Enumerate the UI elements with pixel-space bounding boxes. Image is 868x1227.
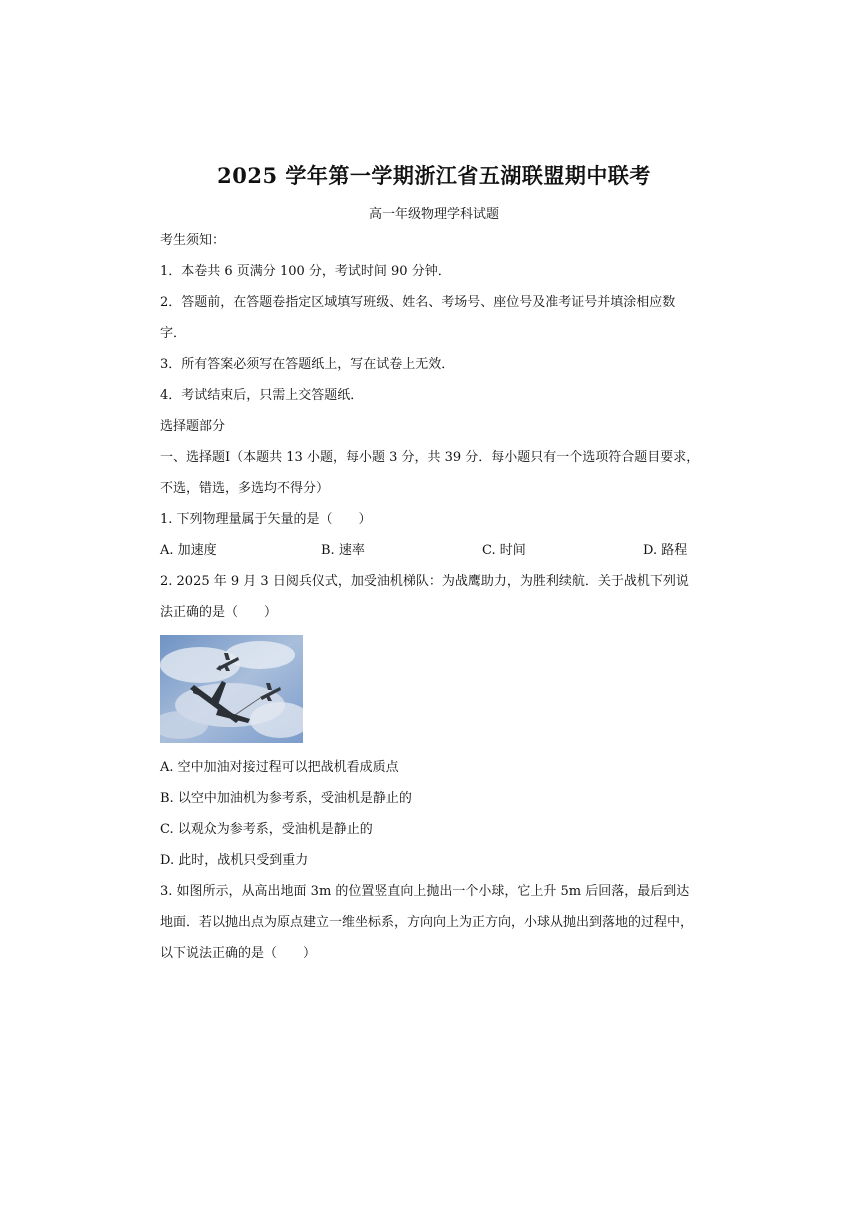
notice-item-1: 1．本卷共 6 页满分 100 分，考试时间 90 分钟． (160, 264, 451, 279)
question-3-stem: 3. 如图所示，从高出地面 3m 的位置竖直向上抛出一个小球，它上升 5m 后回落，最后到达 (160, 884, 690, 899)
notice-item-4: 4．考试结束后，只需上交答题纸． (160, 388, 364, 403)
question-1-option-b: B. 速率 (321, 543, 365, 558)
notice-item-3: 3．所有答案必须写在答题纸上，写在试卷上无效． (160, 357, 455, 372)
question-2-option-a: A. 空中加油对接过程可以把战机看成质点 (160, 760, 399, 775)
question-2-option-d: D. 此时，战机只受到重力 (160, 853, 309, 868)
question-2-stem: 2. 2025 年 9 月 3 日阅兵仪式，加受油机梯队：为战鹰助力，为胜利续航．关于战机下列说 (160, 574, 689, 589)
part-heading-cont: 不选，错选，多选均不得分） (160, 481, 330, 496)
question-1-stem: 1. 下列物理量属于矢量的是（ ） (160, 512, 372, 527)
section-label: 选择题部分 (160, 419, 226, 434)
notice-heading: 考生须知： (160, 233, 226, 248)
refueling-aircraft-photo (160, 635, 303, 743)
part-heading: 一、选择题Ⅰ（本题共 13 小题，每小题 3 分，共 39 分．每小题只有一个选项符合题目要求， (160, 450, 700, 465)
notice-item-2: 2．答题前，在答题卷指定区域填写班级、姓名、考场号、座位号及准考证号并填涂相应数 (160, 295, 676, 310)
question-1-option-c: C. 时间 (482, 543, 526, 558)
question-1-option-d: D. 路程 (643, 543, 688, 558)
question-1-option-a: A. 加速度 (160, 543, 217, 558)
question-2-stem-cont: 法正确的是（ ） (160, 605, 278, 620)
page-title: 2025 学年第一学期浙江省五湖联盟期中联考 (217, 163, 651, 188)
question-3-stem-cont-2: 以下说法正确的是（ ） (160, 946, 317, 961)
notice-item-2-cont: 字． (160, 326, 187, 341)
page-subtitle: 高一年级物理学科试题 (368, 207, 499, 222)
question-2-option-b: B. 以空中加油机为参考系，受油机是静止的 (160, 791, 412, 806)
question-3-stem-cont-1: 地面．若以抛出点为原点建立一维坐标系，方向向上为正方向，小球从抛出到落地的过程中， (160, 915, 694, 930)
question-2-option-c: C. 以观众为参考系，受油机是静止的 (160, 822, 373, 837)
